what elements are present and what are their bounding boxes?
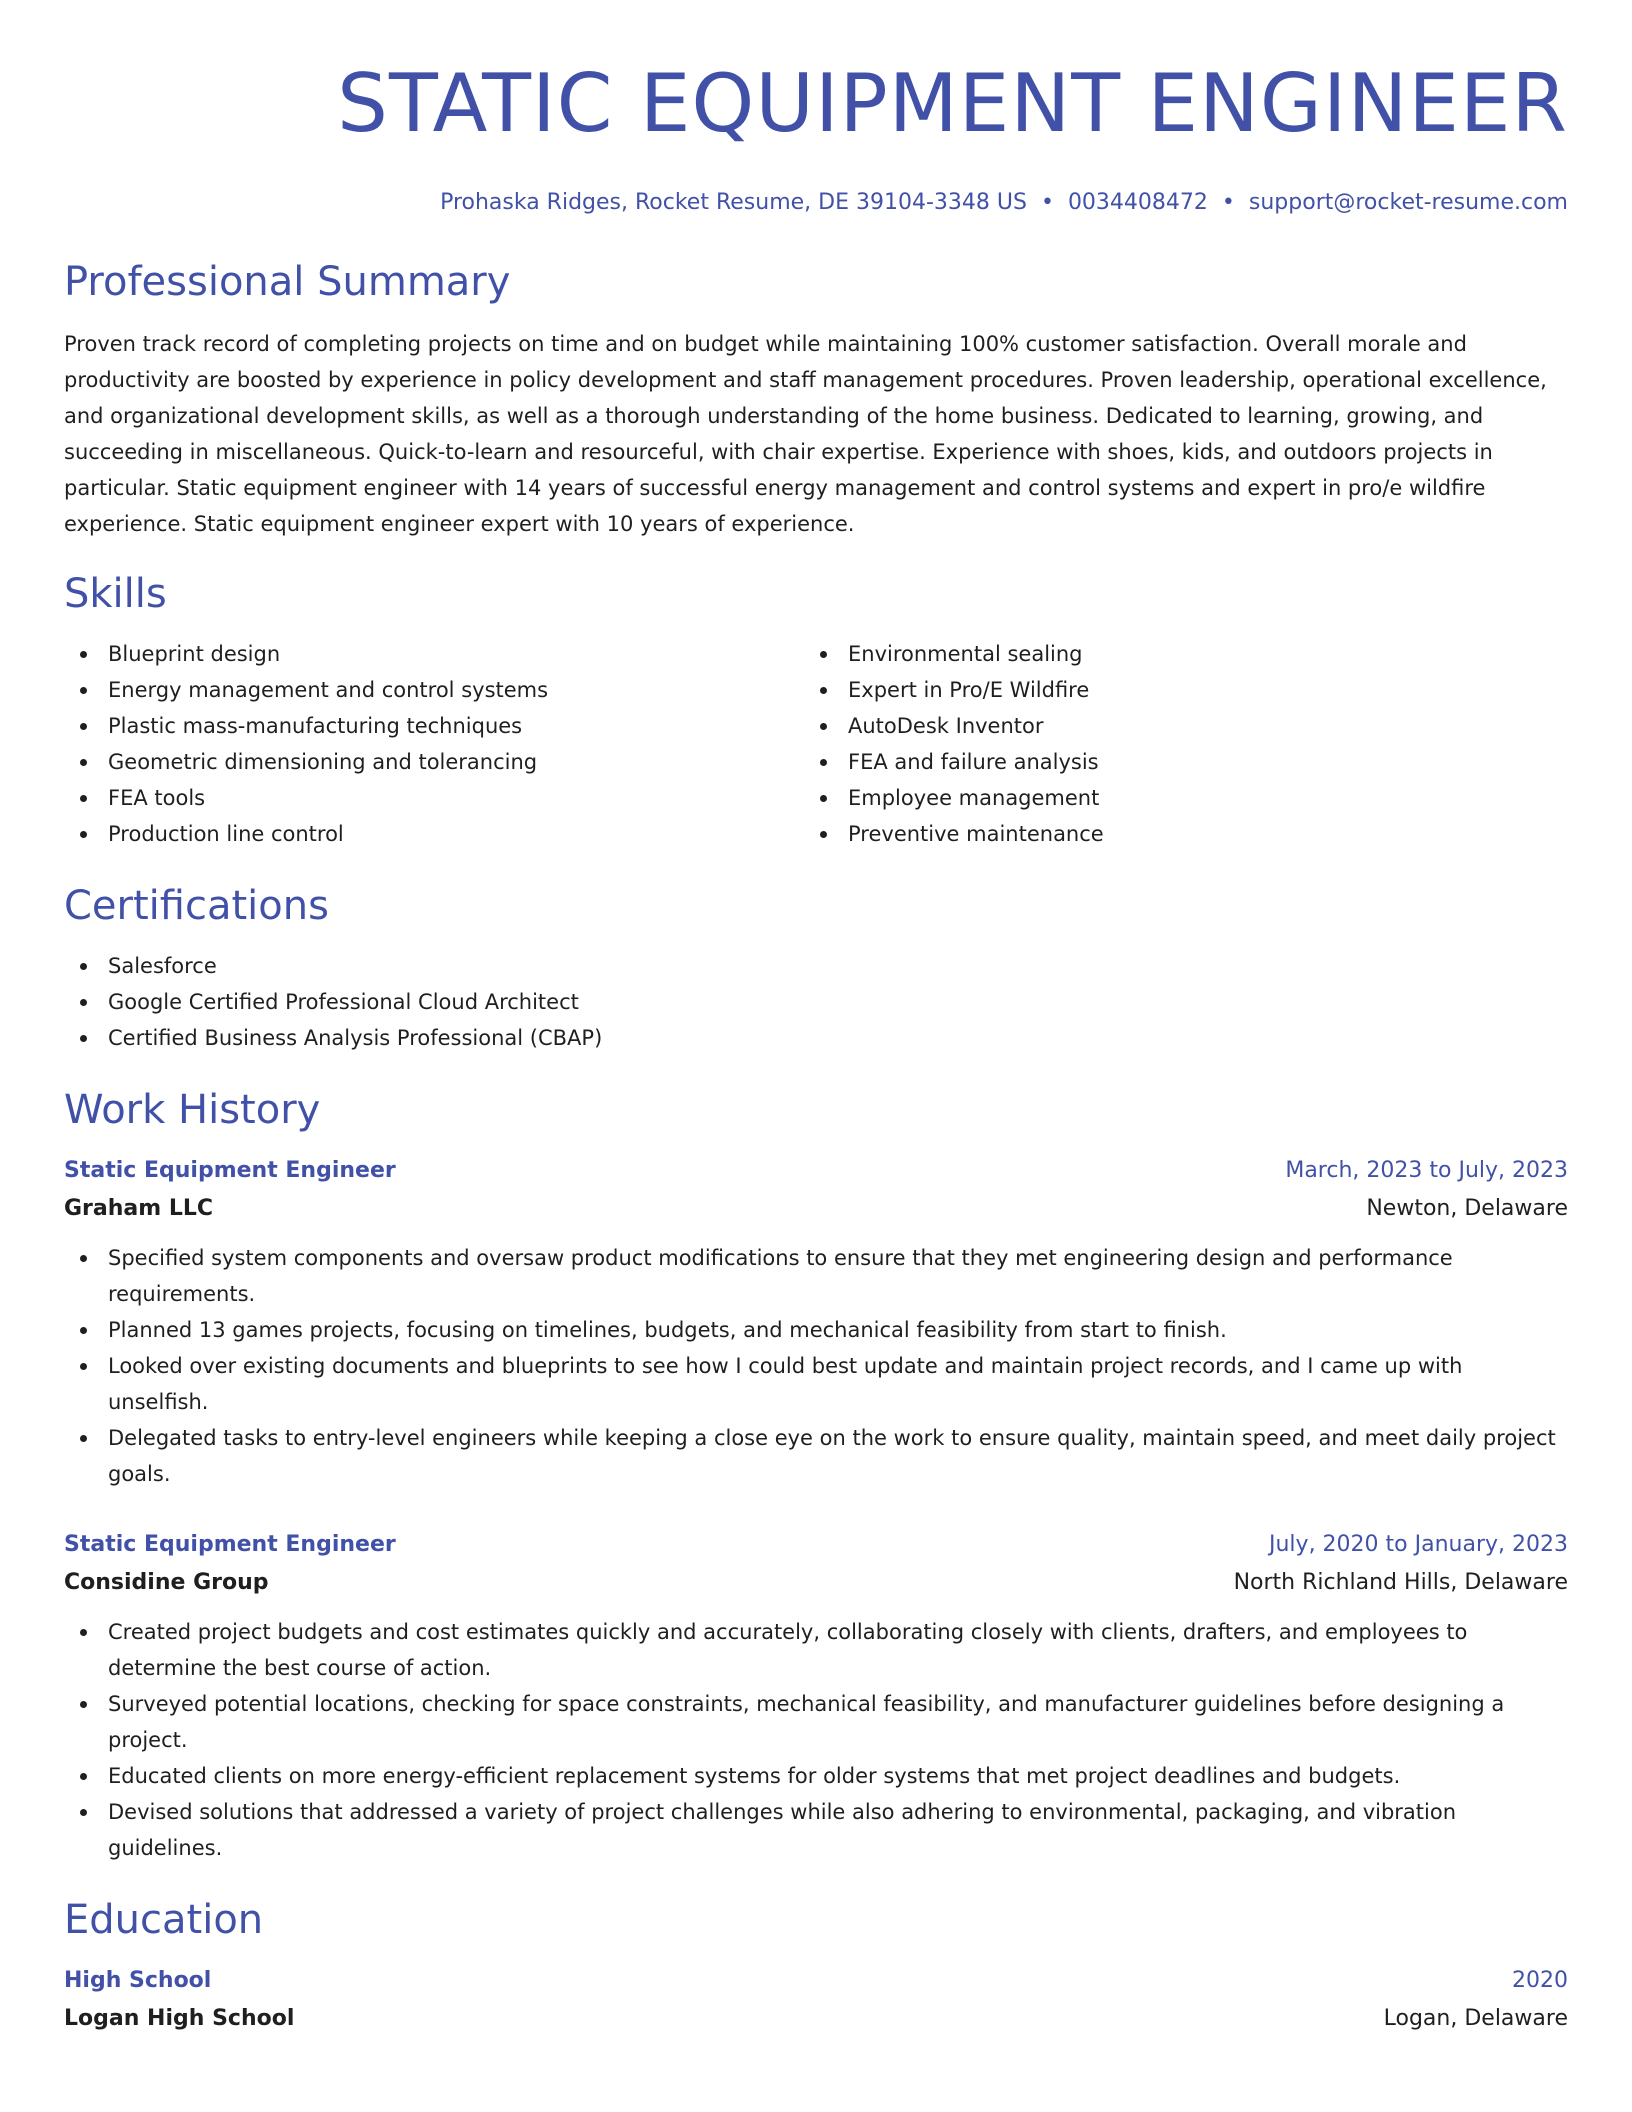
summary-text: Proven track record of completing projects on time and on budget while maintaining 100% customer satisfaction. Overall morale and productivity are boosted by experience in policy development and staff management procedures. Proven leadership, operational excellence, and organizational development skills, as well as a thorough understanding of the home business. Dedicated to learning, growing, and succeeding in miscellaneous. Quick-to-learn and resourceful, with chair expertise. Experience with shoes, kids, and outdoors projects in particular. Static equipment engineer with 14 years of successful energy management and control systems and expert in pro/e wildfire experience. Static equipment engineer expert with 10 years of experience. — [64, 332, 1547, 536]
job-bullet: Created project budgets and cost estimates quickly and accurately, collaborating closely with clients, drafters, and employees to determine the best course of action. — [64, 1614, 1568, 1686]
section-title-education: Education — [64, 1897, 264, 1943]
section-title-skills: Skills — [64, 571, 167, 617]
resume-header — [64, 57, 1568, 218]
section-title-work-history: Work History — [64, 1087, 321, 1133]
skills-section — [64, 570, 1568, 852]
job-title: Static Equipment Engineer — [64, 1158, 396, 1183]
education-section — [64, 1896, 1568, 2034]
skill-item: Preventive maintenance — [804, 816, 1544, 852]
skill-item: Plastic mass-manufacturing techniques — [64, 708, 804, 744]
job-bullet: Planned 13 games projects, focusing on timelines, budgets, and mechanical feasibility from start to finish. — [64, 1312, 1568, 1348]
job-entry — [64, 1156, 1568, 1492]
job-bullet: Educated clients on more energy-efficient replacement systems for older systems that met project deadlines and budgets. — [64, 1758, 1568, 1794]
skill-item: AutoDesk Inventor — [804, 708, 1544, 744]
skill-item: Blueprint design — [64, 636, 804, 672]
job-title: Static Equipment Engineer — [64, 1532, 396, 1557]
job-company: Graham LLC — [64, 1196, 214, 1221]
certification-item: Salesforce — [64, 948, 1568, 984]
skill-item: Energy management and control systems — [64, 672, 804, 708]
skills-columns — [64, 636, 1568, 852]
work-history-section — [64, 1086, 1568, 1866]
job-bullet: Specified system components and oversaw product modifications to ensure that they met engineering design and performance requirements. — [64, 1240, 1568, 1312]
section-title-certifications: Certifications — [64, 883, 329, 929]
certifications-list — [64, 948, 1568, 1056]
summary-section — [64, 258, 1568, 542]
job-location: North Richland Hills, Delaware — [1233, 1570, 1568, 1595]
education-school: Logan High School — [64, 2006, 295, 2031]
skill-item: Expert in Pro/E Wildfire — [804, 672, 1544, 708]
section-title-summary: Professional Summary — [64, 259, 511, 305]
education-location: Logan, Delaware — [1383, 2006, 1568, 2031]
job-bullet: Surveyed potential locations, checking for space constraints, mechanical feasibility, and manufacturer guidelines before designing a project. — [64, 1686, 1568, 1758]
job-company-row — [64, 1560, 1568, 1598]
certification-item: Certified Business Analysis Professional (CBAP) — [64, 1020, 1568, 1056]
skill-item: Geometric dimensioning and tolerancing — [64, 744, 804, 780]
education-year: 2020 — [1512, 1968, 1568, 1993]
job-bullet: Looked over existing documents and blueprints to see how I could best update and maintain project records, and I came up with unselfish. — [64, 1348, 1568, 1420]
education-header-row — [64, 1966, 1568, 1996]
contact-address: Prohaska Ridges, Rocket Resume, DE 39104-3348 US — [440, 190, 1027, 215]
job-location: Newton, Delaware — [1366, 1196, 1568, 1221]
job-bullet: Devised solutions that addressed a variety of project challenges while also adhering to environmental, packaging, and vibration guidelines. — [64, 1794, 1568, 1866]
job-bullet: Delegated tasks to entry-level engineers while keeping a close eye on the work to ensure quality, maintain speed, and meet daily project goals. — [64, 1420, 1568, 1492]
skill-item: Environmental sealing — [804, 636, 1544, 672]
job-dates: March, 2023 to July, 2023 — [1285, 1158, 1568, 1183]
skills-column-right — [804, 636, 1544, 852]
job-company: Considine Group — [64, 1570, 269, 1595]
job-entry — [64, 1530, 1568, 1866]
job-header-row — [64, 1156, 1568, 1186]
contact-separator: • — [1040, 190, 1054, 215]
education-degree: High School — [64, 1968, 212, 1993]
contact-phone[interactable]: 0034408472 — [1067, 190, 1208, 215]
job-header-row — [64, 1530, 1568, 1560]
skills-list-right — [804, 636, 1544, 852]
job-bullets — [64, 1240, 1568, 1492]
contact-email[interactable]: support@rocket-resume.com — [1248, 190, 1568, 215]
skill-item: Production line control — [64, 816, 804, 852]
education-entry — [64, 1966, 1568, 2034]
skills-column-left — [64, 636, 804, 852]
skill-item: Employee management — [804, 780, 1544, 816]
job-bullets — [64, 1614, 1568, 1866]
contact-line — [64, 188, 1568, 218]
skill-item: FEA tools — [64, 780, 804, 816]
certification-item: Google Certified Professional Cloud Architect — [64, 984, 1568, 1020]
job-dates: July, 2020 to January, 2023 — [1269, 1532, 1568, 1557]
skill-item: FEA and failure analysis — [804, 744, 1544, 780]
skills-list-left — [64, 636, 804, 852]
contact-separator: • — [1221, 190, 1235, 215]
job-company-row — [64, 1186, 1568, 1224]
education-school-row — [64, 1996, 1568, 2034]
certifications-section — [64, 882, 1568, 1056]
candidate-title: STATIC EQUIPMENT ENGINEER — [337, 57, 1568, 150]
